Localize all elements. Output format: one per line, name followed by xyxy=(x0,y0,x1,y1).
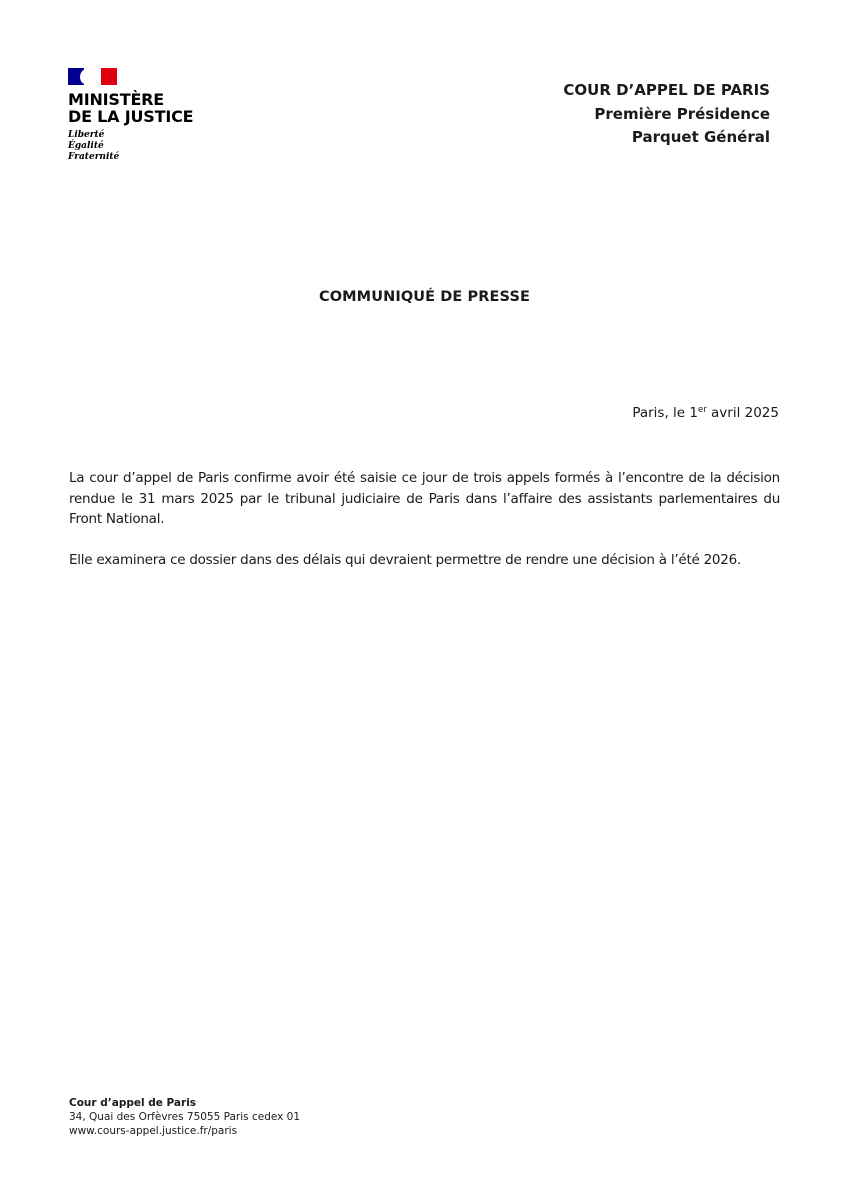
ministry-name-line2: DE LA JUSTICE xyxy=(68,107,194,126)
republic-motto xyxy=(68,130,218,163)
motto-fraternite: Fraternité xyxy=(68,152,120,162)
ministry-name-line1: MINISTÈRE xyxy=(68,90,165,109)
motto-liberte: Liberté xyxy=(68,130,105,140)
motto-egalite: Égalité xyxy=(68,141,104,151)
court-header xyxy=(563,79,770,150)
marianne-flag-icon xyxy=(68,68,117,85)
presidency-name: Première Présidence xyxy=(594,104,770,123)
parquet-name: Parquet Général xyxy=(631,128,770,146)
date-line xyxy=(632,405,779,421)
date-suffix: avril 2025 xyxy=(706,405,779,421)
body-paragraph-2: Elle examinera ce dossier dans des délais qui devraient permettre de rendre une décision à l’été 2026. xyxy=(69,551,741,568)
marianne-profile-icon xyxy=(80,69,92,84)
footer-address: 34, Quai des Orfèvres 75055 Paris cedex 01 xyxy=(69,1111,301,1123)
ministry-name xyxy=(68,91,218,125)
footer-organization: Cour d’appel de Paris xyxy=(69,1097,197,1109)
body-text xyxy=(69,468,780,590)
footer xyxy=(69,1096,300,1138)
court-name: COUR D’APPEL DE PARIS xyxy=(563,81,770,99)
document-title: COMMUNIQUÉ DE PRESSE xyxy=(318,289,530,305)
body-paragraph-1: La cour d’appel de Paris confirme avoir été saisie ce jour de trois appels formés à l’encontre de la décision rendue le 31 mars 2025 par le tribunal judiciaire de Paris dans l’affaire des assistants parlementaires du Front National. xyxy=(69,470,780,527)
flag-red-stripe xyxy=(101,68,117,85)
date-prefix: Paris, le 1 xyxy=(632,405,698,421)
ministry-logo xyxy=(68,68,218,163)
date-ordinal: er xyxy=(698,405,707,415)
footer-website-link[interactable]: www.cours-appel.justice.fr/paris xyxy=(69,1125,238,1137)
